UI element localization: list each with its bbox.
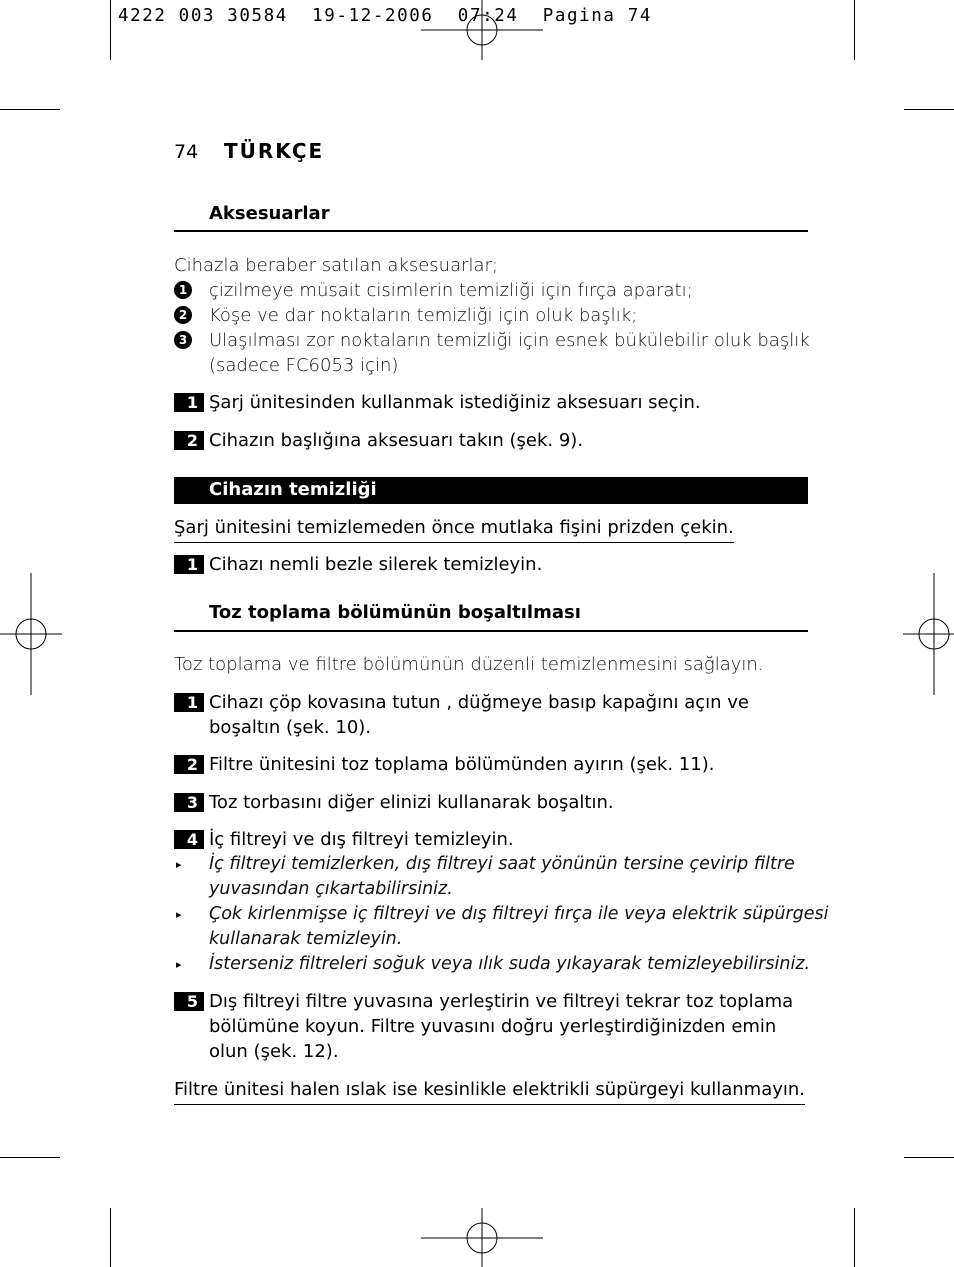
- step-number: 3: [174, 793, 204, 812]
- print-header: 4222 003 30584 19-12-2006 07:24 Pagina 74: [118, 6, 652, 26]
- emptying-intro: Toz toplama ve filtre bölümünün düzenli temizlenmesini sağlayın.: [174, 654, 764, 675]
- triangle-bullet-icon: ▸: [176, 958, 182, 971]
- list-item: çizilmeye müsait cisimlerin temizliği için fırça aparatı;: [209, 280, 693, 301]
- list-item-continued: (sadece FC6053 için): [209, 355, 399, 376]
- step-text: İç filtreyi ve dış filtreyi temizleyin.: [209, 829, 514, 850]
- list-marker: 2: [174, 306, 192, 324]
- step-text: Dış filtreyi filtre yuvasına yerleştirin ve filtreyi tekrar toz toplama: [209, 991, 794, 1012]
- step-number: 1: [174, 693, 204, 712]
- warning-text: Şarj ünitesini temizlemeden önce mutlaka fişini prizden çekin.: [174, 515, 734, 543]
- warning-text: Filtre ünitesi halen ıslak ise kesinlikle elektrikli süpürgeyi kullanmayın.: [174, 1077, 805, 1105]
- crop-mark: [0, 109, 60, 110]
- step-text: Şarj ünitesinden kullanmak istediğiniz aksesuarı seçin.: [209, 392, 701, 413]
- step-number: 5: [174, 992, 204, 1011]
- step-number: 1: [174, 555, 204, 574]
- step-text: Toz torbasını diğer elinizi kullanarak boşaltın.: [209, 792, 614, 813]
- section-rule: [174, 630, 808, 632]
- crop-mark: [904, 1157, 954, 1158]
- list-item: Köşe ve dar noktaların temizliği için oluk başlık;: [209, 305, 638, 326]
- tip-text: İç filtreyi temizlerken, dış filtreyi saat yönünün tersine çevirip filtre: [209, 854, 795, 874]
- tip-text-continued: yuvasından çıkartabilirsiniz.: [209, 879, 453, 899]
- tip-text-continued: kullanarak temizleyin.: [209, 929, 403, 949]
- registration-mark-icon: [0, 573, 62, 695]
- step-number: 1: [174, 393, 204, 412]
- registration-mark-icon: [903, 573, 954, 695]
- crop-mark: [110, 0, 111, 60]
- accessories-intro: Cihazla beraber satılan aksesuarlar;: [174, 255, 499, 276]
- list-marker: 1: [174, 281, 192, 299]
- step-text-continued: olun (şek. 12).: [209, 1041, 339, 1062]
- step-number: 2: [174, 755, 204, 774]
- section-rule: [174, 230, 808, 232]
- tip-text: Çok kirlenmişse iç filtreyi ve dış filtreyi fırça ile veya elektrik süpürgesi: [209, 904, 829, 924]
- step-text-continued: bölümüne koyun. Filtre yuvasını doğru yerleştirdiğinizden emin: [209, 1016, 777, 1037]
- crop-mark: [904, 109, 954, 110]
- section-title-cleaning: Cihazın temizliği: [209, 479, 377, 500]
- section-title-accessories: Aksesuarlar: [209, 203, 330, 224]
- triangle-bullet-icon: ▸: [176, 858, 182, 871]
- step-number: 4: [174, 830, 204, 849]
- section-title-bar: [174, 477, 808, 504]
- language-heading: TÜRKÇE: [224, 139, 325, 163]
- crop-mark: [854, 1208, 855, 1267]
- tip-text: İsterseniz filtreleri soğuk veya ılık suda yıkayarak temizleyebilirsiniz.: [209, 954, 811, 974]
- step-text: Cihazın başlığına aksesuarı takın (şek. 9).: [209, 430, 584, 451]
- list-item: Ulaşılması zor noktaların temizliği için esnek bükülebilir oluk başlık: [209, 330, 810, 351]
- registration-mark-icon: [421, 0, 543, 62]
- crop-mark: [110, 1208, 111, 1267]
- triangle-bullet-icon: ▸: [176, 908, 182, 921]
- step-text-continued: boşaltın (şek. 10).: [209, 717, 372, 738]
- step-text: Cihazı çöp kovasına tutun , düğmeye basıp kapağını açın ve: [209, 692, 749, 713]
- step-text: Filtre ünitesini toz toplama bölümünden ayırın (şek. 11).: [209, 754, 715, 775]
- crop-mark: [854, 0, 855, 60]
- section-title-emptying: Toz toplama bölümünün boşaltılması: [209, 602, 581, 623]
- step-text: Cihazı nemli bezle silerek temizleyin.: [209, 554, 543, 575]
- page-number: 74: [174, 141, 199, 163]
- registration-mark-icon: [421, 1208, 543, 1267]
- step-number: 2: [174, 431, 204, 450]
- crop-mark: [0, 1157, 60, 1158]
- list-marker: 3: [174, 331, 192, 349]
